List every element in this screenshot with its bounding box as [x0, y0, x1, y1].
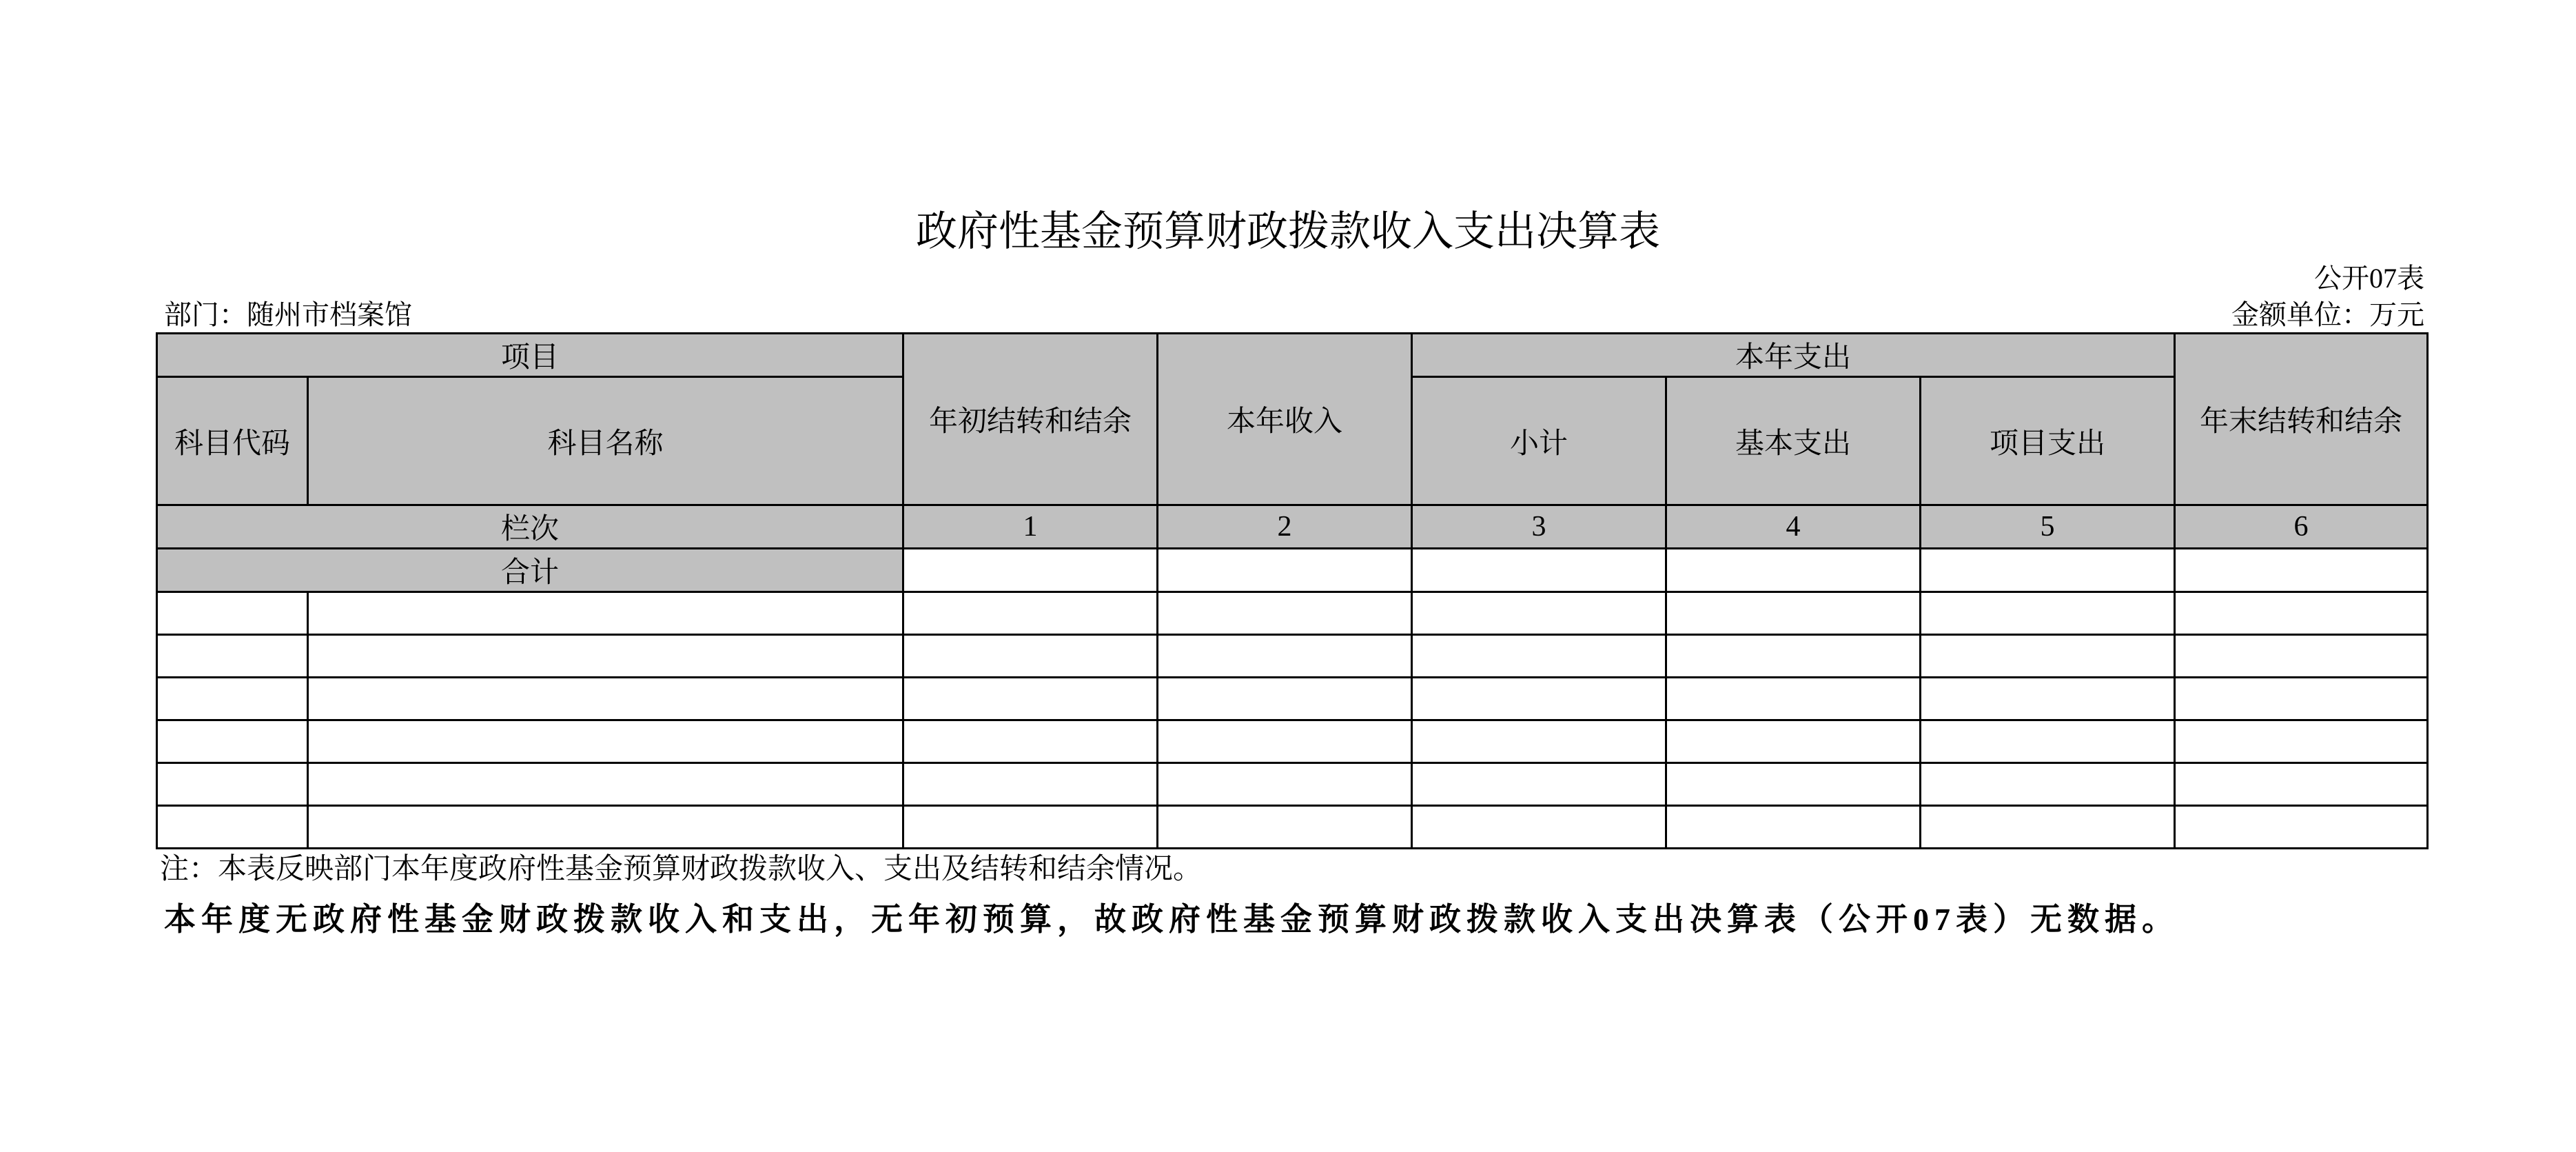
- table-row: [157, 678, 2428, 720]
- table-cell: [2175, 592, 2428, 635]
- header-subject-name: 科目名称: [308, 377, 903, 505]
- total-cell: [1921, 549, 2175, 592]
- table-cell: [308, 806, 903, 849]
- table-cell: [1158, 763, 1412, 806]
- header-expense-group: 本年支出: [1412, 334, 2175, 377]
- table-cell: [2175, 763, 2428, 806]
- column-number: 3: [1412, 505, 1666, 549]
- table-cell: [1921, 635, 2175, 678]
- table-cell: [308, 720, 903, 763]
- table-cell: [1412, 635, 1666, 678]
- table-cell: [1412, 806, 1666, 849]
- total-cell: [2175, 549, 2428, 592]
- table-cell: [1921, 720, 2175, 763]
- table-cell: [1921, 763, 2175, 806]
- budget-table: [156, 332, 2429, 849]
- table-cell: [1921, 592, 2175, 635]
- header-income: 本年收入: [1158, 334, 1412, 505]
- unit-label: 金额单位：万元: [2231, 299, 2424, 330]
- table-cell: [157, 592, 308, 635]
- table-cell: [308, 763, 903, 806]
- table-cell: [308, 678, 903, 720]
- form-code: 公开07表: [2314, 263, 2424, 294]
- table-cell: [903, 720, 1158, 763]
- table-cell: [157, 720, 308, 763]
- table-cell: [1412, 720, 1666, 763]
- table-cell: [1666, 592, 1921, 635]
- total-cell: [1412, 549, 1666, 592]
- header-begin-balance: 年初结转和结余: [903, 334, 1158, 505]
- column-number: 4: [1666, 505, 1921, 549]
- header-subtotal: 小计: [1412, 377, 1666, 505]
- table-row: [157, 763, 2428, 806]
- header-project: 项目: [157, 334, 903, 377]
- table-cell: [1666, 806, 1921, 849]
- table-cell: [1158, 806, 1412, 849]
- table-cell: [903, 806, 1158, 849]
- column-number: 1: [903, 505, 1158, 549]
- table-row: [157, 720, 2428, 763]
- table-cell: [157, 678, 308, 720]
- table-cell: [1666, 720, 1921, 763]
- table-cell: [1158, 720, 1412, 763]
- table-cell: [308, 635, 903, 678]
- table-cell: [2175, 720, 2428, 763]
- table-row: [157, 592, 2428, 635]
- table-cell: [1921, 678, 2175, 720]
- table-cell: [308, 592, 903, 635]
- table-cell: [1666, 763, 1921, 806]
- header-project-expense: 项目支出: [1921, 377, 2175, 505]
- column-number: 2: [1158, 505, 1412, 549]
- table-cell: [1412, 678, 1666, 720]
- column-index-label: 栏次: [157, 505, 903, 549]
- table-cell: [903, 763, 1158, 806]
- table-cell: [2175, 678, 2428, 720]
- total-cell: [1666, 549, 1921, 592]
- table-cell: [903, 635, 1158, 678]
- header-subject-code: 科目代码: [157, 377, 308, 505]
- table-cell: [2175, 635, 2428, 678]
- table-cell: [157, 635, 308, 678]
- table-note: 注：本表反映部门本年度政府性基金预算财政拨款收入、支出及结转和结余情况。: [160, 853, 1203, 885]
- table-cell: [1412, 763, 1666, 806]
- department-label: 部门：随州市档案馆: [164, 299, 412, 330]
- table-cell: [157, 806, 308, 849]
- table-cell: [2175, 806, 2428, 849]
- table-row: [157, 635, 2428, 678]
- table-cell: [1666, 678, 1921, 720]
- header-end-balance: 年末结转和结余: [2175, 334, 2428, 505]
- table-cell: [903, 678, 1158, 720]
- total-cell: [903, 549, 1158, 592]
- table-cell: [1158, 678, 1412, 720]
- table-row: [157, 806, 2428, 849]
- table-cell: [1158, 592, 1412, 635]
- table-cell: [903, 592, 1158, 635]
- table-cell: [1921, 806, 2175, 849]
- table-cell: [1158, 635, 1412, 678]
- no-data-remark: 本年度无政府性基金财政拨款收入和支出，无年初预算，故政府性基金预算财政拨款收入支出决算表（公开07表）无数据。: [164, 902, 2179, 937]
- table-body: [157, 592, 2428, 849]
- table-cell: [1666, 635, 1921, 678]
- column-number: 6: [2175, 505, 2428, 549]
- total-cell: [1158, 549, 1412, 592]
- table-cell: [1412, 592, 1666, 635]
- column-number: 5: [1921, 505, 2175, 549]
- page-title: 政府性基金预算财政拨款收入支出决算表: [916, 209, 1660, 254]
- table-cell: [157, 763, 308, 806]
- header-basic-expense: 基本支出: [1666, 377, 1921, 505]
- total-label: 合计: [157, 549, 903, 592]
